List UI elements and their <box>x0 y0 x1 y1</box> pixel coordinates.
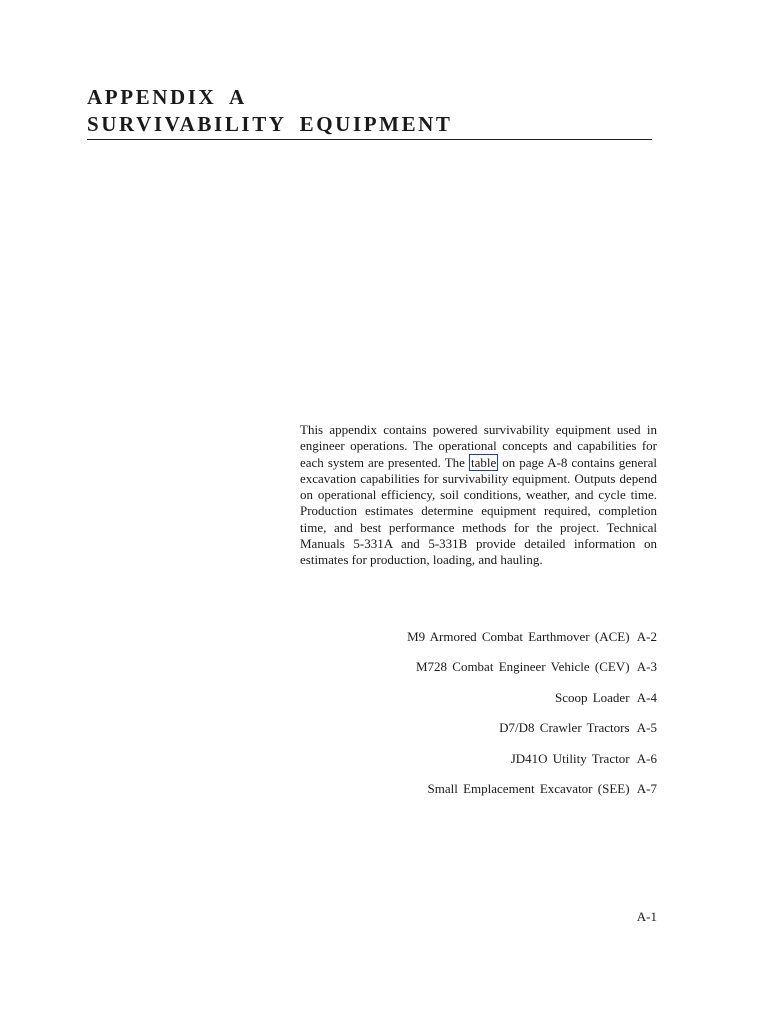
page-number: A-1 <box>636 909 657 924</box>
contents-item-page: A-6 <box>636 750 657 766</box>
contents-item-label: JD41O Utility Tractor <box>510 750 630 766</box>
contents-item-label: M9 Armored Combat Earthmover (ACE) <box>407 629 630 644</box>
contents-item-crawler-tractors[interactable] <box>300 717 657 747</box>
contents-item-cev[interactable] <box>300 656 657 686</box>
intro-text-start: This appendix contains powered survivability equipment used in engineer operations. The operational concepts and capabilities for each system are presented. The <box>300 422 657 470</box>
contents-item-page: A-5 <box>636 720 657 736</box>
contents-item-page: A-7 <box>636 780 657 796</box>
contents-item-label: D7/D8 Crawler Tractors <box>499 720 630 736</box>
contents-item-page: A-2 <box>636 629 657 644</box>
contents-item-label: M728 Combat Engineer Vehicle (CEV) <box>415 659 630 675</box>
contents-item-page: A-3 <box>636 659 657 675</box>
appendix-title: SURVIVABILITY EQUIPMENT <box>87 112 453 136</box>
intro-text-end: on page A-8 contains general excavation capabilities for survivability equipment. Outputs depend on operational efficiency, soil conditions, weather, and cycle time. Production estimates determine equipment required, completion time, and best performance methods for the project. Technical Manuals 5-331A and 5-331B provide detailed information on estimates for production, loading, and hauling. <box>300 454 657 568</box>
contents-item-scoop-loader[interactable] <box>300 687 657 717</box>
intro-paragraph <box>300 422 657 569</box>
contents-item-page: A-4 <box>636 689 657 705</box>
contents-item-see[interactable] <box>300 778 657 808</box>
contents-list <box>300 626 657 808</box>
table-link[interactable]: table <box>470 454 497 470</box>
appendix-label: APPENDIX A <box>87 85 247 109</box>
contents-item-label: Small Emplacement Excavator (SEE) <box>427 780 630 796</box>
page-title <box>87 84 652 140</box>
contents-item-ace[interactable] <box>300 626 657 656</box>
contents-item-label: Scoop Loader <box>554 689 630 705</box>
contents-item-utility-tractor[interactable] <box>300 748 657 778</box>
